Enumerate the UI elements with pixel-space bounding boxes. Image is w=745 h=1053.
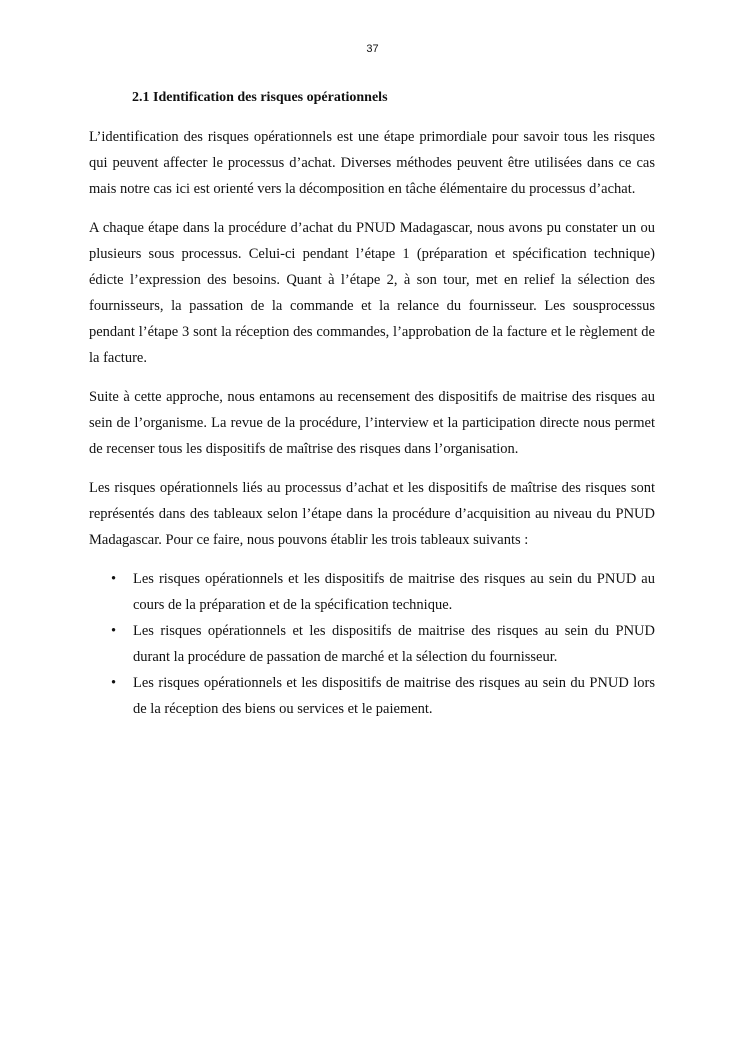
bullet-text: Les risques opérationnels et les dispositifs de maitrise des risques au sein du PNUD durant la procédure de passation de marché et la sélection du fournisseur. [133,623,655,665]
bullet-item [89,618,655,670]
bullet-text: Les risques opérationnels et les dispositifs de maitrise des risques au sein du PNUD lors de la réception des biens ou services et le paiement. [133,675,655,717]
paragraph: Les risques opérationnels liés au processus d’achat et les dispositifs de maîtrise des risques sont représentés dans des tableaux selon l’étape dans la procédure d’acquisition au niveau du PNUD Madagascar. Pour ce faire, nous pouvons établir les trois tableaux suivants : [89,480,655,548]
paragraph: Suite à cette approche, nous entamons au recensement des dispositifs de maitrise des risques au sein de l’organisme. La revue de la procédure, l’interview et la participation directe nous permet de recenser tous les dispositifs de maîtrise des risques dans l’organisation. [89,389,655,457]
document-body [89,85,655,722]
page-number: 37 [366,43,379,55]
bullet-list [89,566,655,722]
bullet-icon: • [111,571,117,587]
bullet-item [89,670,655,722]
paragraph: A chaque étape dans la procédure d’achat du PNUD Madagascar, nous avons pu constater un ou plusieurs sous processus. Celui-ci pendant l’étape 1 (préparation et spécification technique) édicte l’expression des besoins. Quant à l’étape 2, à son tour, met en relief la sélection des fournisseurs, la passation de la commande et la relance du fournisseur. Les sousprocessus pendant l’étape 3 sont la réception des commandes, l’approbation de la facture et le règlement de la facture. [89,220,655,366]
bullet-item [89,566,655,618]
bullet-text: Les risques opérationnels et les dispositifs de maitrise des risques au sein du PNUD au cours de la préparation et de la spécification technique. [133,571,655,613]
section-heading: 2.1 Identification des risques opérationnels [132,90,388,105]
bullet-icon: • [111,675,117,691]
bullet-icon: • [111,623,117,639]
paragraph: L’identification des risques opérationnels est une étape primordiale pour savoir tous les risques qui peuvent affecter le processus d’achat. Diverses méthodes peuvent être utilisées dans ce cas mais notre cas ici est orienté vers la décomposition en tâche élémentaire du processus d’achat. [89,129,655,197]
